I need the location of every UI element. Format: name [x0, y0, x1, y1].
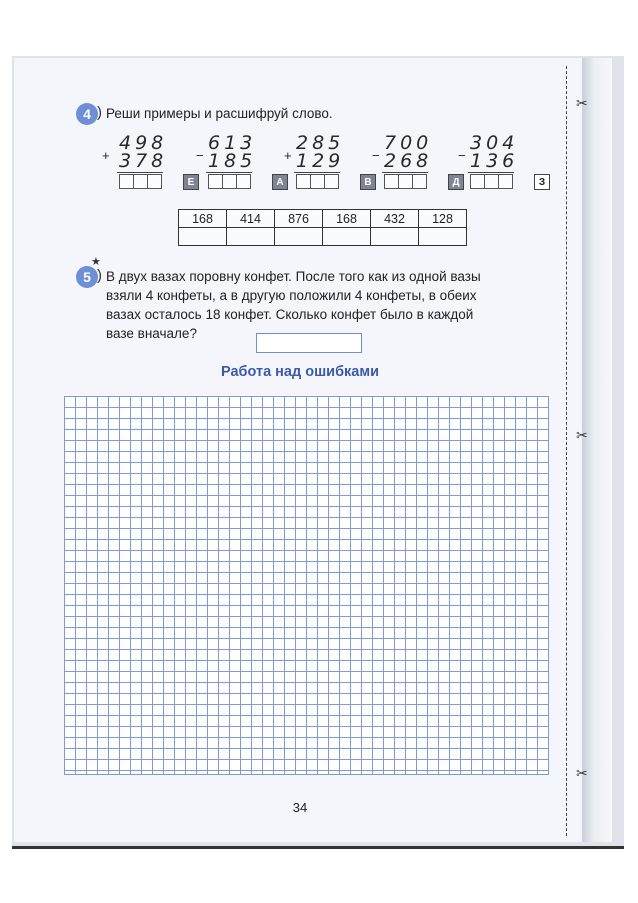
- badge-parenthesis: ): [97, 267, 102, 284]
- cipher-number: 876: [275, 210, 323, 228]
- cipher-table: [178, 209, 467, 246]
- cipher-number: 168: [323, 210, 371, 228]
- answer-cells[interactable]: [470, 174, 550, 190]
- letter-cell[interactable]: [371, 228, 419, 246]
- task-number-badge: [76, 103, 98, 125]
- code-letter: Е: [183, 174, 199, 190]
- letter-cell[interactable]: [419, 228, 467, 246]
- answer-cell[interactable]: [236, 174, 251, 189]
- bottom-operand: 136: [470, 150, 519, 172]
- bottom-operand: 185: [208, 150, 257, 172]
- badge-parenthesis: ): [97, 104, 102, 121]
- sum-line: [206, 172, 252, 173]
- task5-line: взяли 4 конфеты, а в другую положили 4 конфеты, в обеих: [106, 288, 477, 303]
- top-operand: 285: [296, 132, 345, 154]
- bottom-operand: 129: [296, 150, 345, 172]
- answer-cell[interactable]: [222, 174, 237, 189]
- answer-cell[interactable]: [208, 174, 223, 189]
- page-edge-shadow: [582, 58, 612, 842]
- page-number: 34: [292, 800, 308, 815]
- answer-cell[interactable]: [296, 174, 311, 189]
- scissors-icon: ✂: [576, 96, 588, 112]
- cut-line: [566, 66, 567, 836]
- answer-cell[interactable]: [398, 174, 413, 189]
- sum-line: [117, 172, 163, 173]
- answer-box[interactable]: [256, 333, 362, 353]
- cipher-numbers-row: [179, 210, 467, 228]
- task-number: 5: [83, 269, 91, 285]
- top-operand: 700: [384, 132, 433, 154]
- cipher-number: 128: [419, 210, 467, 228]
- code-letter: Д: [448, 174, 464, 190]
- answer-cell[interactable]: [412, 174, 427, 189]
- answer-cell[interactable]: [133, 174, 148, 189]
- answer-cells[interactable]: [384, 174, 464, 190]
- answer-cells[interactable]: [296, 174, 376, 190]
- bottom-operand: 378: [119, 150, 168, 172]
- section-heading: Работа над ошибками: [220, 364, 380, 380]
- task5-line: В двух вазах поровну конфет. После того как из одной вазы: [106, 269, 481, 284]
- operator-sign: +: [284, 148, 292, 163]
- task4-instruction: Реши примеры и расшифруй слово.: [106, 106, 333, 121]
- sum-line: [382, 172, 428, 173]
- task-number-badge: [76, 266, 98, 288]
- answer-cells[interactable]: [208, 174, 288, 190]
- scissors-icon: ✂: [576, 428, 588, 444]
- code-letter: З: [534, 174, 550, 190]
- task5-line: вазах осталось 18 конфет. Сколько конфет было в каждой: [106, 307, 474, 322]
- sum-line: [294, 172, 340, 173]
- answer-cell[interactable]: [324, 174, 339, 189]
- sum-line: [468, 172, 514, 173]
- answer-cell[interactable]: [484, 174, 499, 189]
- letter-cell[interactable]: [227, 228, 275, 246]
- answer-cell[interactable]: [498, 174, 513, 189]
- letter-cell[interactable]: [323, 228, 371, 246]
- top-operand: 304: [470, 132, 519, 154]
- cipher-number: 168: [179, 210, 227, 228]
- scissors-icon: ✂: [576, 766, 588, 782]
- task5-line: вазе вначале?: [106, 326, 197, 341]
- difficulty-star: ★: [91, 255, 101, 268]
- operator-sign: −: [372, 148, 380, 163]
- answer-cell[interactable]: [384, 174, 399, 189]
- answer-cells[interactable]: [119, 174, 199, 190]
- letter-cell[interactable]: [179, 228, 227, 246]
- bottom-operand: 268: [384, 150, 433, 172]
- cipher-letters-row[interactable]: [179, 228, 467, 246]
- code-letter: В: [360, 174, 376, 190]
- letter-cell[interactable]: [275, 228, 323, 246]
- code-letter: А: [272, 174, 288, 190]
- task-number: 4: [83, 106, 91, 122]
- top-operand: 613: [208, 132, 257, 154]
- task5-text: [106, 267, 546, 343]
- cipher-number: 432: [371, 210, 419, 228]
- answer-cell[interactable]: [470, 174, 485, 189]
- answer-cell[interactable]: [147, 174, 162, 189]
- bottom-rule: [12, 846, 624, 849]
- answer-cell[interactable]: [119, 174, 134, 189]
- cipher-number: 414: [227, 210, 275, 228]
- operator-sign: −: [458, 148, 466, 163]
- operator-sign: +: [102, 148, 110, 163]
- top-operand: 498: [119, 132, 168, 154]
- grid-paper[interactable]: [64, 396, 549, 775]
- operator-sign: −: [196, 148, 204, 163]
- answer-cell[interactable]: [310, 174, 325, 189]
